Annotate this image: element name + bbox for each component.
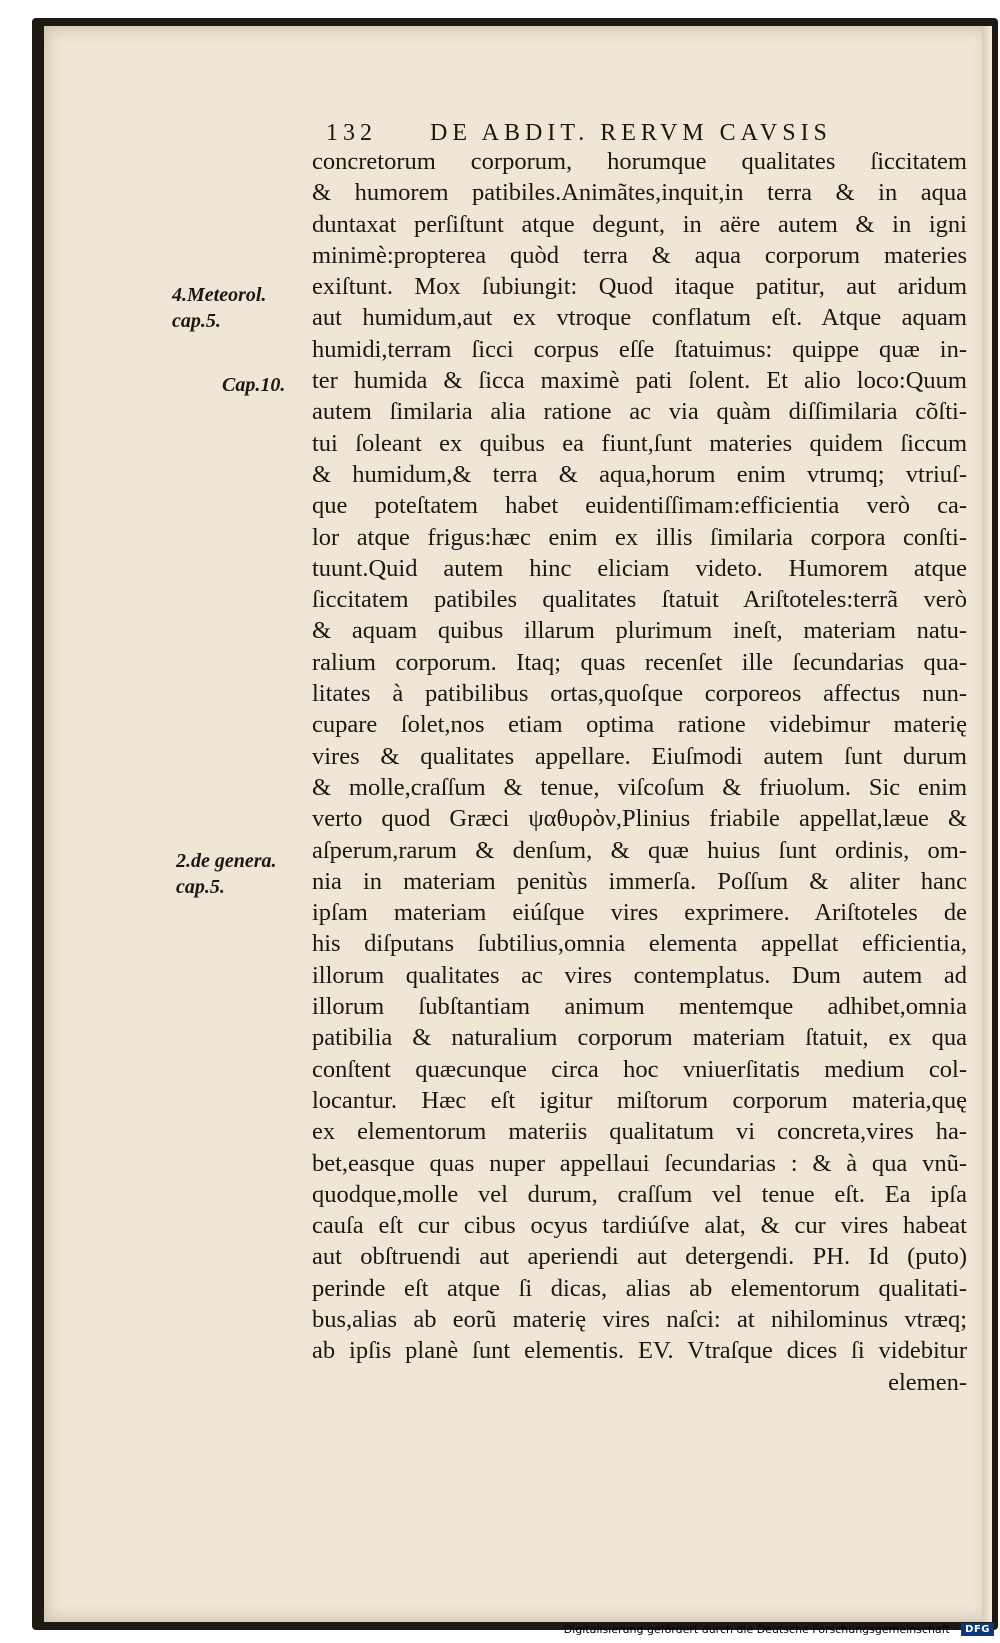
text-line: his diſputans ſubtilius,omnia elementa appellat efficientia,	[312, 930, 967, 958]
running-title: DE ABDIT. RERVM CAVSIS	[430, 120, 832, 146]
text-line: aut obſtruendi aut aperiendi aut detergendi. PH. Id (puto)	[312, 1243, 967, 1271]
text-line: aſperum,rarum & denſum, & quæ huius ſunt ordinis, om-	[312, 836, 967, 864]
text-line: litates à patibilibus ortas,quoſque corporeos affectus nun-	[312, 680, 967, 708]
dfg-logo: DFG	[961, 1623, 994, 1636]
text-line: verto quod Græci ψαθυρὸν,Plinius friabile appellat,læue &	[312, 805, 967, 833]
page-number: 132	[326, 120, 377, 146]
marginal-note-line: Cap.10.	[222, 374, 286, 396]
text-line: que poteſtatem habet euidentiſſimam:efficientia verò ca-	[312, 492, 967, 520]
marginal-note-de-genera	[176, 848, 277, 900]
text-line: humidi,terram ſicci corpus eſſe ſtatuimus: quippe quæ in-	[312, 335, 967, 363]
text-line: ter humida & ſicca maximè pati ſolent. Et alio loco:Quum	[312, 367, 967, 395]
text-line: locantur. Hæc eſt igitur miſtorum corporum materia,quę	[312, 1086, 967, 1114]
marginal-note-meteorol	[172, 282, 266, 334]
text-line: autem ſimilaria alia ratione ac via quàm diſſimilaria cõſti-	[312, 398, 967, 426]
text-line: minimè:propterea quòd terra & aqua corporum materies	[312, 241, 967, 269]
text-line: vires & qualitates appellare. Eiuſmodi autem ſunt durum	[312, 742, 967, 770]
text-line: concretorum corporum, horumque qualitates ſiccitatem	[312, 148, 967, 175]
text-line: aut humidum,aut ex vtroque conflatum eſt. Atque aquam	[312, 304, 967, 332]
text-line: perinde eſt atque ſi dicas, alias ab elementorum qualitati-	[312, 1274, 967, 1302]
marginal-note-cap10	[222, 372, 285, 398]
digitization-credit	[564, 1621, 994, 1637]
text-line: nia in materiam penitùs immerſa. Poſſum & aliter hanc	[312, 867, 967, 895]
marginal-note-line: cap.5.	[176, 876, 225, 898]
page-fold-shadow	[982, 26, 992, 1622]
catchword: elemen-	[888, 1368, 967, 1396]
text-line: illorum qualitates ac vires contemplatus. Dum autem ad	[312, 961, 967, 989]
text-line: & molle,craſſum & tenue, viſcoſum & friuolum. Sic enim	[312, 773, 967, 801]
text-line: & humorem patibiles.Animãtes,inquit,in terra & in aqua	[312, 179, 967, 207]
credit-separator: ·	[953, 1622, 958, 1636]
text-line: exiſtunt. Mox ſubiungit: Quod itaque patitur, aut aridum	[312, 273, 967, 301]
text-line: quodque,molle vel durum, craſſum vel tenue eſt. Ea ipſa	[312, 1180, 967, 1208]
text-line: ſiccitatem patibiles qualitates ſtatuit Ariſtoteles:terrã verò	[312, 586, 967, 614]
text-line: cupare ſolet,nos etiam optima ratione videbimur materię	[312, 711, 967, 739]
text-line: ab ipſis planè ſunt elementis. EV. Vtraſque dices ſi videbitur	[312, 1337, 967, 1365]
text-line: cauſa eſt cur cibus ocyus tardiúſve alat, & cur vires habeat	[312, 1212, 967, 1240]
marginal-note-line: cap.5.	[172, 310, 221, 332]
marginal-note-line: 2.de genera.	[176, 850, 277, 872]
marginal-note-line: 4.Meteorol.	[172, 284, 267, 306]
text-line: conſtent quæcunque circa hoc vniuerſitatis medium col-	[312, 1055, 967, 1083]
text-line: & aquam quibus illarum plurimum ineſt, materiam natu-	[312, 617, 967, 645]
text-line: tui ſoleant ex quibus ea fiunt,ſunt materies quidem ſiccum	[312, 429, 967, 457]
text-line: lor atque frigus:hæc enim ex illis ſimilaria corpora conſti-	[312, 523, 967, 551]
text-line: bus,alias ab eorũ materię vires naſci: at nihilominus vtræq;	[312, 1305, 967, 1333]
text-line: illorum ſubſtantiam animum mentemque adhibet,omnia	[312, 993, 967, 1021]
text-line: ex elementorum materiis qualitatum vi concreta,vires ha-	[312, 1118, 967, 1146]
text-line: patibilia & naturalium corporum materiam ſtatuit, ex qua	[312, 1024, 967, 1052]
text-line: tuunt.Quid autem hinc eliciam videto. Humorem atque	[312, 554, 967, 582]
text-line: ralium corporum. Itaq; quas recenſet ille ſecundarias qua-	[312, 648, 967, 676]
text-line: & humidum,& terra & aqua,horum enim vtrumq; vtriuſ-	[312, 460, 967, 488]
body-text	[312, 146, 967, 1398]
text-line: ipſam materiam eiúſque vires exprimere. Ariſtoteles de	[312, 899, 967, 927]
credit-text: Digitalisierung gefördert durch die Deutsche Forschungsgemeinschaft	[563, 1622, 950, 1636]
text-line: duntaxat perſiſtunt atque degunt, in aëre autem & in igni	[312, 210, 967, 238]
text-line: bet,easque quas nuper appellaui ſecundarias : & à qua vnũ-	[312, 1149, 967, 1177]
